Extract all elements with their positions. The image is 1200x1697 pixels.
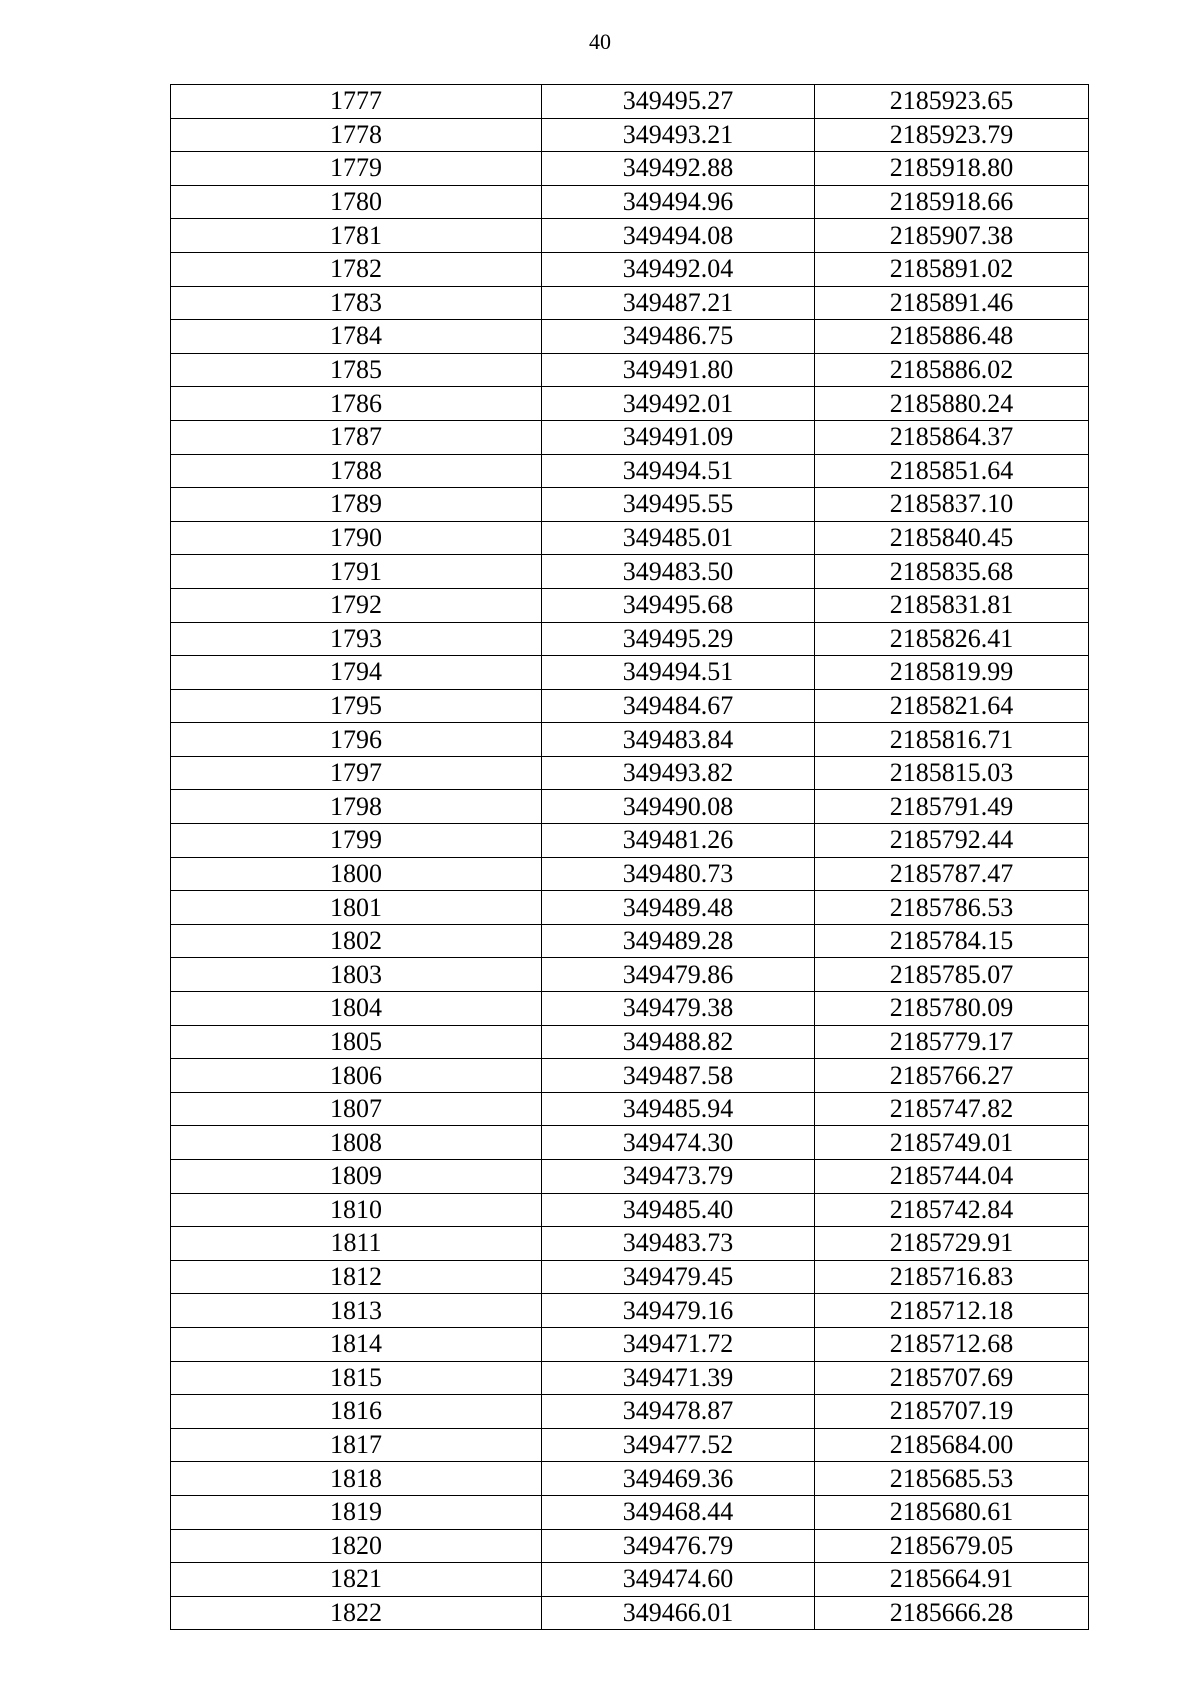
table-row [171,1227,1089,1261]
table-row [171,1193,1089,1227]
x-coordinate-cell: 349479.45 [542,1260,815,1294]
table-row [171,252,1089,286]
y-coordinate-cell: 2185918.66 [815,185,1089,219]
point-number-cell: 1792 [171,588,542,622]
x-coordinate-cell: 349474.60 [542,1563,815,1597]
point-number-cell: 1807 [171,1092,542,1126]
point-number-cell: 1808 [171,1126,542,1160]
table-row [171,891,1089,925]
x-coordinate-cell: 349495.68 [542,588,815,622]
x-coordinate-cell: 349481.26 [542,824,815,858]
table-body [171,85,1089,1630]
y-coordinate-cell: 2185826.41 [815,622,1089,656]
table-row [171,85,1089,119]
point-number-cell: 1819 [171,1495,542,1529]
table-row [171,958,1089,992]
x-coordinate-cell: 349487.21 [542,286,815,320]
y-coordinate-cell: 2185792.44 [815,824,1089,858]
y-coordinate-cell: 2185880.24 [815,387,1089,421]
table-row [171,857,1089,891]
table-row [171,1563,1089,1597]
table-row [171,1059,1089,1093]
table-row [171,488,1089,522]
point-number-cell: 1779 [171,152,542,186]
point-number-cell: 1821 [171,1563,542,1597]
x-coordinate-cell: 349483.73 [542,1227,815,1261]
coordinates-table [170,84,1089,1630]
point-number-cell: 1811 [171,1227,542,1261]
table-row [171,723,1089,757]
x-coordinate-cell: 349485.01 [542,521,815,555]
y-coordinate-cell: 2185786.53 [815,891,1089,925]
table-row [171,824,1089,858]
x-coordinate-cell: 349491.09 [542,420,815,454]
point-number-cell: 1795 [171,689,542,723]
point-number-cell: 1783 [171,286,542,320]
x-coordinate-cell: 349474.30 [542,1126,815,1160]
table-row [171,622,1089,656]
point-number-cell: 1804 [171,992,542,1026]
y-coordinate-cell: 2185744.04 [815,1160,1089,1194]
point-number-cell: 1802 [171,924,542,958]
x-coordinate-cell: 349494.51 [542,656,815,690]
point-number-cell: 1784 [171,320,542,354]
y-coordinate-cell: 2185666.28 [815,1596,1089,1630]
table-row [171,353,1089,387]
y-coordinate-cell: 2185779.17 [815,1025,1089,1059]
table-row [171,1596,1089,1630]
x-coordinate-cell: 349485.94 [542,1092,815,1126]
x-coordinate-cell: 349484.67 [542,689,815,723]
table-row [171,790,1089,824]
point-number-cell: 1818 [171,1462,542,1496]
table-row [171,992,1089,1026]
table-row [171,1025,1089,1059]
table-row [171,1092,1089,1126]
point-number-cell: 1822 [171,1596,542,1630]
point-number-cell: 1810 [171,1193,542,1227]
x-coordinate-cell: 349494.51 [542,454,815,488]
table-row [171,1428,1089,1462]
y-coordinate-cell: 2185712.68 [815,1327,1089,1361]
table-row [171,1260,1089,1294]
x-coordinate-cell: 349492.04 [542,252,815,286]
x-coordinate-cell: 349479.16 [542,1294,815,1328]
table-row [171,185,1089,219]
table-row [171,1495,1089,1529]
y-coordinate-cell: 2185840.45 [815,521,1089,555]
y-coordinate-cell: 2185837.10 [815,488,1089,522]
point-number-cell: 1815 [171,1361,542,1395]
y-coordinate-cell: 2185679.05 [815,1529,1089,1563]
table-row [171,1327,1089,1361]
y-coordinate-cell: 2185749.01 [815,1126,1089,1160]
table-row [171,152,1089,186]
x-coordinate-cell: 349495.29 [542,622,815,656]
point-number-cell: 1781 [171,219,542,253]
y-coordinate-cell: 2185747.82 [815,1092,1089,1126]
x-coordinate-cell: 349471.39 [542,1361,815,1395]
x-coordinate-cell: 349495.55 [542,488,815,522]
y-coordinate-cell: 2185831.81 [815,588,1089,622]
point-number-cell: 1797 [171,756,542,790]
x-coordinate-cell: 349479.86 [542,958,815,992]
y-coordinate-cell: 2185664.91 [815,1563,1089,1597]
x-coordinate-cell: 349469.36 [542,1462,815,1496]
x-coordinate-cell: 349483.84 [542,723,815,757]
point-number-cell: 1814 [171,1327,542,1361]
y-coordinate-cell: 2185923.79 [815,118,1089,152]
table-row [171,756,1089,790]
point-number-cell: 1800 [171,857,542,891]
x-coordinate-cell: 349489.48 [542,891,815,925]
point-number-cell: 1798 [171,790,542,824]
y-coordinate-cell: 2185784.15 [815,924,1089,958]
x-coordinate-cell: 349473.79 [542,1160,815,1194]
table-row [171,1361,1089,1395]
y-coordinate-cell: 2185907.38 [815,219,1089,253]
table-row [171,286,1089,320]
x-coordinate-cell: 349493.21 [542,118,815,152]
x-coordinate-cell: 349487.58 [542,1059,815,1093]
y-coordinate-cell: 2185816.71 [815,723,1089,757]
y-coordinate-cell: 2185680.61 [815,1495,1089,1529]
table-row [171,320,1089,354]
x-coordinate-cell: 349491.80 [542,353,815,387]
table-row [171,387,1089,421]
x-coordinate-cell: 349493.82 [542,756,815,790]
table-row [171,555,1089,589]
table-row [171,924,1089,958]
x-coordinate-cell: 349477.52 [542,1428,815,1462]
point-number-cell: 1788 [171,454,542,488]
y-coordinate-cell: 2185864.37 [815,420,1089,454]
y-coordinate-cell: 2185886.48 [815,320,1089,354]
y-coordinate-cell: 2185923.65 [815,85,1089,119]
x-coordinate-cell: 349492.88 [542,152,815,186]
point-number-cell: 1801 [171,891,542,925]
y-coordinate-cell: 2185729.91 [815,1227,1089,1261]
point-number-cell: 1777 [171,85,542,119]
table-row [171,1160,1089,1194]
y-coordinate-cell: 2185712.18 [815,1294,1089,1328]
point-number-cell: 1787 [171,420,542,454]
table-row [171,118,1089,152]
y-coordinate-cell: 2185787.47 [815,857,1089,891]
point-number-cell: 1820 [171,1529,542,1563]
y-coordinate-cell: 2185685.53 [815,1462,1089,1496]
y-coordinate-cell: 2185851.64 [815,454,1089,488]
point-number-cell: 1796 [171,723,542,757]
point-number-cell: 1790 [171,521,542,555]
table-row [171,1126,1089,1160]
y-coordinate-cell: 2185780.09 [815,992,1089,1026]
point-number-cell: 1782 [171,252,542,286]
point-number-cell: 1793 [171,622,542,656]
point-number-cell: 1791 [171,555,542,589]
x-coordinate-cell: 349495.27 [542,85,815,119]
y-coordinate-cell: 2185684.00 [815,1428,1089,1462]
x-coordinate-cell: 349488.82 [542,1025,815,1059]
table-row [171,1395,1089,1429]
y-coordinate-cell: 2185891.02 [815,252,1089,286]
x-coordinate-cell: 349478.87 [542,1395,815,1429]
table-row [171,1294,1089,1328]
point-number-cell: 1786 [171,387,542,421]
y-coordinate-cell: 2185707.19 [815,1395,1089,1429]
x-coordinate-cell: 349471.72 [542,1327,815,1361]
point-number-cell: 1785 [171,353,542,387]
y-coordinate-cell: 2185835.68 [815,555,1089,589]
table-row [171,420,1089,454]
point-number-cell: 1789 [171,488,542,522]
y-coordinate-cell: 2185766.27 [815,1059,1089,1093]
y-coordinate-cell: 2185918.80 [815,152,1089,186]
table-row [171,689,1089,723]
point-number-cell: 1806 [171,1059,542,1093]
x-coordinate-cell: 349479.38 [542,992,815,1026]
x-coordinate-cell: 349483.50 [542,555,815,589]
point-number-cell: 1813 [171,1294,542,1328]
point-number-cell: 1817 [171,1428,542,1462]
y-coordinate-cell: 2185815.03 [815,756,1089,790]
x-coordinate-cell: 349466.01 [542,1596,815,1630]
x-coordinate-cell: 349476.79 [542,1529,815,1563]
y-coordinate-cell: 2185707.69 [815,1361,1089,1395]
y-coordinate-cell: 2185819.99 [815,656,1089,690]
point-number-cell: 1799 [171,824,542,858]
table-row [171,1462,1089,1496]
y-coordinate-cell: 2185716.83 [815,1260,1089,1294]
point-number-cell: 1803 [171,958,542,992]
table-row [171,454,1089,488]
table-row [171,588,1089,622]
x-coordinate-cell: 349492.01 [542,387,815,421]
point-number-cell: 1780 [171,185,542,219]
table-row [171,219,1089,253]
point-number-cell: 1805 [171,1025,542,1059]
x-coordinate-cell: 349494.08 [542,219,815,253]
y-coordinate-cell: 2185742.84 [815,1193,1089,1227]
y-coordinate-cell: 2185821.64 [815,689,1089,723]
point-number-cell: 1778 [171,118,542,152]
point-number-cell: 1816 [171,1395,542,1429]
table-row [171,656,1089,690]
x-coordinate-cell: 349490.08 [542,790,815,824]
y-coordinate-cell: 2185785.07 [815,958,1089,992]
x-coordinate-cell: 349485.40 [542,1193,815,1227]
y-coordinate-cell: 2185886.02 [815,353,1089,387]
table-row [171,521,1089,555]
y-coordinate-cell: 2185791.49 [815,790,1089,824]
x-coordinate-cell: 349468.44 [542,1495,815,1529]
point-number-cell: 1809 [171,1160,542,1194]
x-coordinate-cell: 349494.96 [542,185,815,219]
x-coordinate-cell: 349480.73 [542,857,815,891]
point-number-cell: 1812 [171,1260,542,1294]
x-coordinate-cell: 349486.75 [542,320,815,354]
table-row [171,1529,1089,1563]
x-coordinate-cell: 349489.28 [542,924,815,958]
page-number: 40 [589,29,611,54]
y-coordinate-cell: 2185891.46 [815,286,1089,320]
point-number-cell: 1794 [171,656,542,690]
